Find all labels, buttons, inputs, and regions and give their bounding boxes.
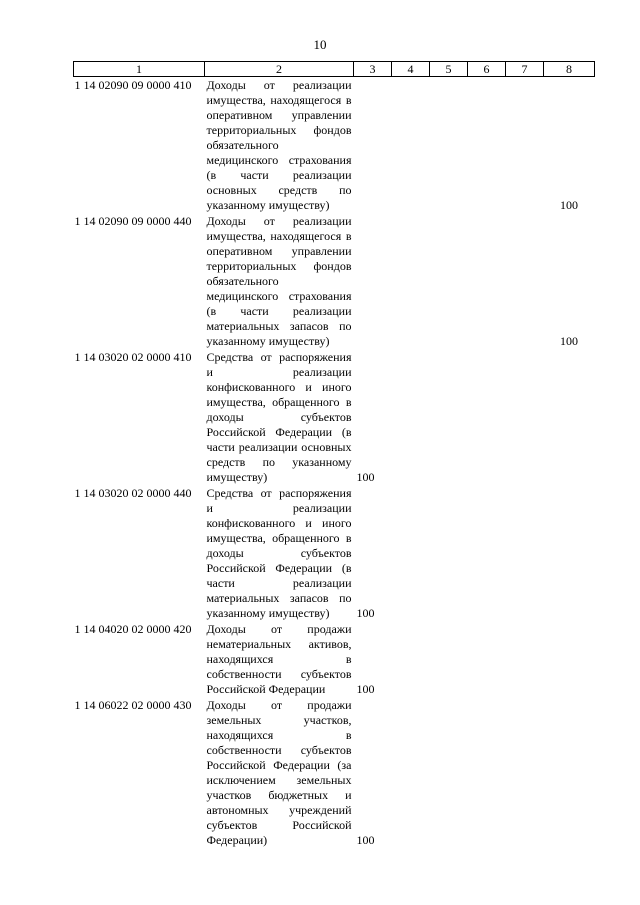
header-col-2: 2 [205, 62, 354, 77]
row-col-5 [430, 697, 468, 848]
row-code: 1 14 02090 09 0000 440 [74, 214, 192, 228]
row-col-3 [354, 213, 392, 349]
table-body [74, 77, 595, 849]
row-code: 1 14 06022 02 0000 430 [74, 698, 192, 712]
row-description: Доходы от реализации имущества, находящегося в оперативном управлении территориальных фондов обязательного медицинского страхования (в части реализации материальных запасов по указанному имуществу) [206, 214, 352, 348]
row-col-7 [506, 621, 544, 697]
table-row [74, 697, 595, 848]
row-description: Средства от распоряжения и реализации конфискованного и иного имущества, обращенного в доходы субъектов Российской Федерации (в части реализации основных средств по указанному имуществу) [206, 350, 352, 484]
row-col-5 [430, 485, 468, 621]
row-col-4 [392, 621, 430, 697]
row-col-7 [506, 77, 544, 214]
header-col-7: 7 [506, 62, 544, 77]
row-code: 1 14 02090 09 0000 410 [74, 78, 192, 92]
row-col-6 [468, 485, 506, 621]
row-description: Доходы от продажи нематериальных активов, находящихся в собственности субъектов Российской Федерации [206, 622, 352, 696]
table-row [74, 621, 595, 697]
table-row [74, 77, 595, 214]
row-col-5 [430, 77, 468, 214]
row-col-3: 100 [356, 682, 375, 696]
row-code: 1 14 03020 02 0000 440 [74, 486, 192, 500]
header-col-5: 5 [430, 62, 468, 77]
revenue-table [73, 61, 595, 848]
row-col-4 [392, 213, 430, 349]
header-col-1: 1 [74, 62, 205, 77]
row-code: 1 14 04020 02 0000 420 [74, 622, 192, 636]
row-col-7 [506, 349, 544, 485]
row-col-5 [430, 621, 468, 697]
row-code: 1 14 03020 02 0000 410 [74, 350, 192, 364]
header-col-8: 8 [544, 62, 595, 77]
row-col-6 [468, 697, 506, 848]
row-description: Доходы от реализации имущества, находящегося в оперативном управлении территориальных фондов обязательного медицинского страхования (в части реализации основных средств по указанному имуществу) [206, 78, 352, 212]
table-row [74, 349, 595, 485]
header-row [74, 62, 595, 77]
row-col-4 [392, 77, 430, 214]
row-col-4 [392, 349, 430, 485]
row-col-6 [468, 77, 506, 214]
row-col-3: 100 [356, 470, 375, 484]
row-description: Средства от распоряжения и реализации конфискованного и иного имущества, обращенного в доходы субъектов Российской Федерации (в части реализации материальных запасов по указанному имуществу) [206, 486, 352, 620]
row-col-7 [506, 697, 544, 848]
row-col-7 [506, 485, 544, 621]
row-col-8: 100 [560, 198, 578, 212]
row-col-3: 100 [356, 833, 375, 847]
header-col-6: 6 [468, 62, 506, 77]
table-row [74, 485, 595, 621]
table-row [74, 213, 595, 349]
header-col-3: 3 [354, 62, 392, 77]
row-col-8 [544, 697, 595, 848]
row-col-8 [544, 349, 595, 485]
row-col-3 [354, 77, 392, 214]
row-col-8 [544, 485, 595, 621]
row-col-4 [392, 697, 430, 848]
row-col-7 [506, 213, 544, 349]
row-col-5 [430, 349, 468, 485]
row-col-6 [468, 213, 506, 349]
row-col-6 [468, 349, 506, 485]
row-col-6 [468, 621, 506, 697]
page-number: 10 [313, 37, 327, 52]
row-col-8: 100 [560, 334, 578, 348]
row-description: Доходы от продажи земельных участков, находящихся в собственности субъектов Российской Федерации (за исключением земельных участков бюджетных и автономных учреждений субъектов Российской Федерации) [206, 698, 352, 847]
row-col-4 [392, 485, 430, 621]
row-col-8 [544, 621, 595, 697]
table-header [74, 62, 595, 77]
header-col-4: 4 [392, 62, 430, 77]
row-col-5 [430, 213, 468, 349]
row-col-3: 100 [356, 606, 375, 620]
